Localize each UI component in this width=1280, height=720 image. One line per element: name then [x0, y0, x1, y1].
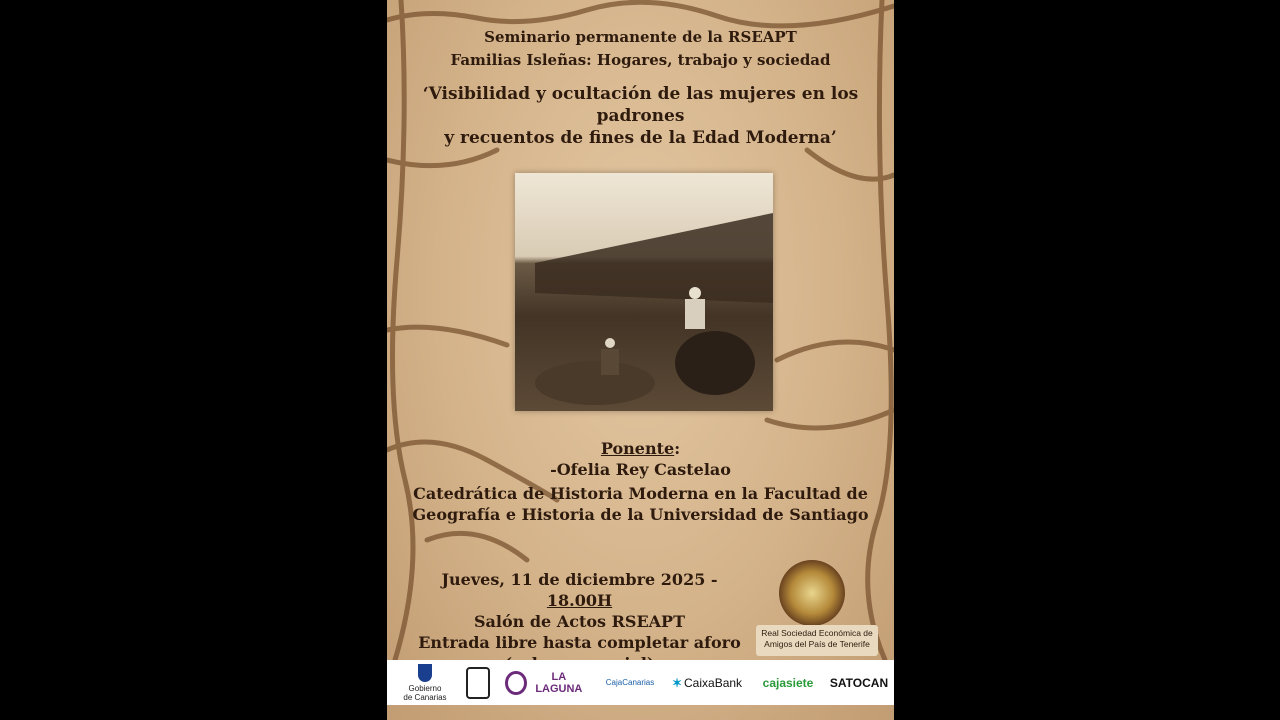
- speaker-name: -Ofelia Rey Castelao: [550, 460, 731, 479]
- talk-title-line1: ‘Visibilidad y ocultación de las mujeres en los padrones: [422, 84, 859, 126]
- rseapt-emblem-icon: [779, 560, 845, 626]
- event-entry-line1: Entrada libre hasta completar aforo: [418, 633, 741, 652]
- speaker-role-line2: Geografía e Historia de la Universidad de Santiago: [412, 505, 869, 524]
- satocan-logo: SATOCAN: [829, 675, 889, 690]
- seminar-subtitle: Familias Isleñas: Hogares, trabajo y sociedad: [450, 51, 831, 69]
- cajasiete-logo: cajasiete: [762, 675, 814, 690]
- gobierno-text-line2: de Canarias: [403, 692, 447, 702]
- event-datetime: [407, 569, 752, 611]
- la-laguna-logo: [505, 660, 587, 705]
- event-poster: [387, 0, 894, 720]
- photo-illustration: [515, 173, 773, 411]
- talk-title: [387, 83, 894, 149]
- caixabank-text: CaixaBank: [684, 675, 743, 690]
- la-laguna-text: LA LAGUNA: [535, 670, 583, 695]
- cabildo-tenerife-logo: [461, 660, 495, 705]
- event-time: 18.00H: [546, 591, 613, 610]
- event-date: Jueves, 11 de diciembre 2025 -: [441, 570, 718, 589]
- sponsor-logos-bar: [387, 660, 894, 705]
- tenerife-crest-icon: [466, 667, 490, 699]
- speaker-role: [387, 483, 894, 525]
- rseapt-name-box: [756, 625, 878, 656]
- caixabank-logo: [669, 660, 745, 705]
- canarias-shield-icon: [418, 664, 432, 682]
- rseapt-name-line2: Amigos del País de Tenerife: [764, 639, 870, 649]
- caixabank-star-icon: ✶: [671, 675, 683, 690]
- ponente-label: Ponente: [600, 439, 675, 458]
- speaker-role-line1: Catedrática de Historia Moderna en la Facultad de: [413, 484, 868, 503]
- seminar-title: Seminario permanente de la RSEAPT: [484, 28, 797, 46]
- talk-title-line2: y recuentos de fines de la Edad Moderna’: [444, 128, 837, 148]
- gobierno-text-line1: Gobierno: [408, 683, 442, 693]
- event-details: [407, 569, 752, 674]
- historical-photo: [515, 173, 773, 411]
- ponente-heading: [387, 439, 894, 458]
- laguna-circle-icon: [505, 671, 527, 695]
- gobierno-canarias-logo: [399, 660, 451, 705]
- ponente-colon: :: [674, 439, 681, 458]
- cajacanarias-logo: CajaCanarias: [605, 678, 655, 687]
- event-venue: Salón de Actos RSEAPT: [473, 612, 685, 631]
- rseapt-name-line1: Real Sociedad Económica de: [761, 628, 873, 638]
